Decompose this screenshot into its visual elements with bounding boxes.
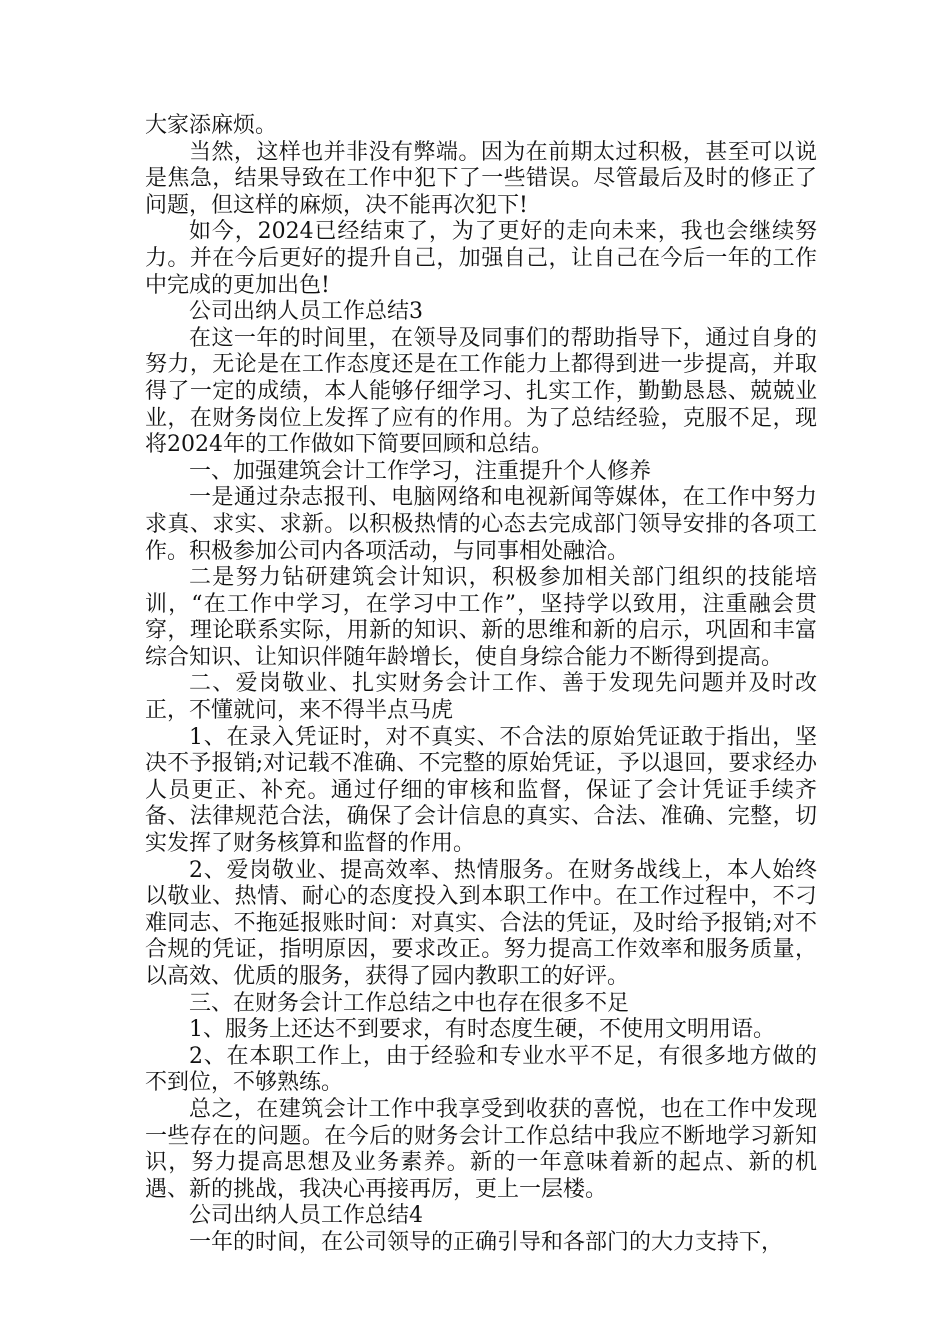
section-title: 公司出纳人员工作总结3 — [189, 299, 423, 325]
paragraph: 当然，这样也并非没有弊端。因为在前期太过积极，甚至可以说是焦急，结果导致在工作中犯下了一些错误。尽管最后及时的修正了问题，但这样的麻烦，决不能再次犯下! — [145, 139, 817, 218]
paragraph: 总之，在建筑会计工作中我享受到收获的喜悦，也在工作中发现一些存在的问题。在今后的财务会计工作总结中我应不断地学习新知识，努力提高思想及业务素养。新的一年意味着新的起点、新的机遇、新的挑战，我决心再接再厉，更上一层楼。 — [145, 1096, 817, 1202]
paragraph: 二是努力钻研建筑会计知识，积极参加相关部门组织的技能培训，“在工作中学习，在学习中工作”，坚持学以致用，注重融会贯穿，理论联系实际，用新的知识、新的思维和新的启示，巩固和丰富综合知识、让知识伴随年龄增长，使自身综合能力不断得到提高。 — [145, 565, 817, 670]
paragraph: 在这一年的时间里，在领导及同事们的帮助指导下，通过自身的努力，无论是在工作态度还是在工作能力上都得到进一步提高，并取得了一定的成绩，本人能够仔细学习、扎实工作，勤勤恳恳、兢兢业业，在财务岗位上发挥了应有的作用。为了总结经验，克服不足，现将2024年的工作做如下简要回顾和总结。 — [145, 325, 817, 458]
section-title: 公司出纳人员工作总结4 — [189, 1203, 423, 1229]
paragraph: 一是通过杂志报刊、电脑网络和电视新闻等媒体，在工作中努力求真、求实、求新。以积极热情的心态去完成部门领导安排的各项工作。积极参加公司内各项活动，与同事相处融洽。 — [145, 485, 817, 564]
section-heading: 一、加强建筑会计工作学习，注重提升个人修养 — [189, 458, 652, 484]
paragraph: 如今，2024已经结束了，为了更好的走向未来，我也会继续努力。并在今后更好的提升自己，加强自己，让自己在今后一年的工作中完成的更加出色! — [145, 219, 817, 298]
paragraph: 2、爱岗敬业、提高效率、热情服务。在财务战线上，本人始终以敬业、热情、耐心的态度投入到本职工作中。在工作过程中，不刁难同志、不拖延报账时间：对真实、合法的凭证，及时给予报销;对不合规的凭证，指明原因，要求改正。努力提高工作效率和服务质量，以高效、优质的服务，获得了园内教职工的好评。 — [145, 857, 817, 989]
paragraph-continuation: 大家添麻烦。 — [145, 113, 278, 138]
paragraph: 1、在录入凭证时，对不真实、不合法的原始凭证敢于指出，坚决不予报销;对记载不准确、不完整的原始凭证，予以退回，要求经办人员更正、补充。通过仔细的审核和监督，保证了会计凭证手续齐备、法律规范合法，确保了会计信息的真实、合法、准确、完整，切实发挥了财务核算和监督的作用。 — [145, 724, 817, 857]
section-heading: 三、在财务会计工作总结之中也存在很多不足 — [189, 990, 630, 1016]
paragraph: 1、服务上还达不到要求，有时态度生硬，不使用文明用语。 — [189, 1017, 775, 1043]
paragraph: 一年的时间，在公司领导的正确引导和各部门的大力支持下， — [189, 1229, 784, 1255]
paragraph: 2、在本职工作上，由于经验和专业水平不足，有很多地方做的不到位，不够熟练。 — [145, 1043, 817, 1096]
section-heading: 二、爱岗敬业、扎实财务会计工作、善于发现先问题并及时改正，不懂就问，来不得半点马虎 — [145, 671, 817, 724]
document-body — [145, 113, 817, 1257]
